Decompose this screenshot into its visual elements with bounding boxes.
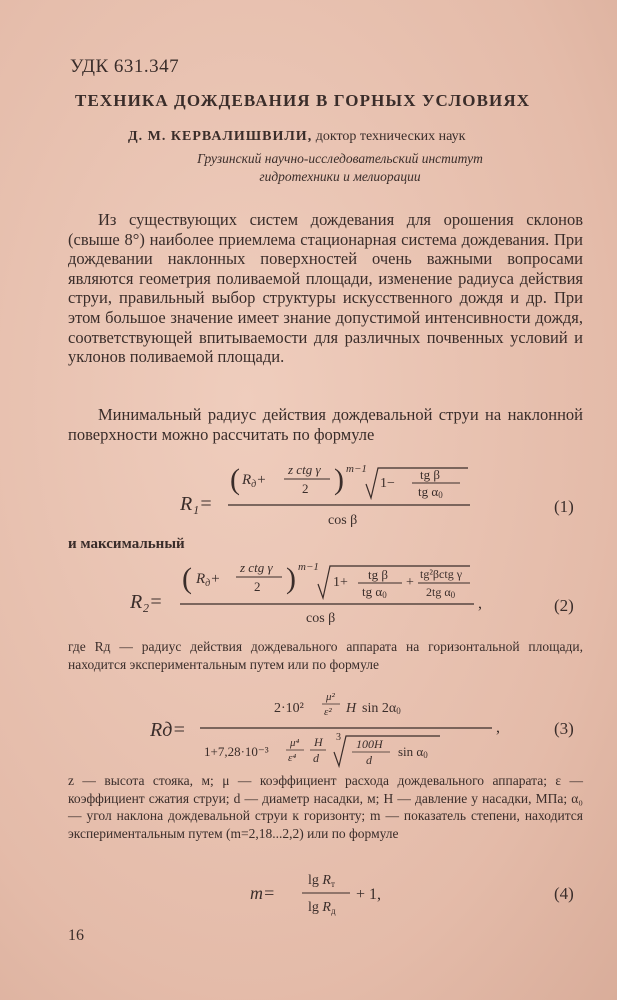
paragraph-5-text: z — высота стояка, м; μ — коэффициент расхода дождевального аппарата; ε — коэффициент сжатия струи; d — диаметр насадки, м; H — давление у насадки, МПа; α₀ — угол наклона дождевальной струи к горизонту; m — показатель степени, находится экспериментальным путем (m=2,18...2,2) или по формуле: [68, 773, 583, 841]
eq2-exp: m−1: [298, 561, 319, 573]
article-title: ТЕХНИКА ДОЖДЕВАНИЯ В ГОРНЫХ УСЛОВИЯХ: [75, 91, 531, 110]
equation-1: [180, 462, 480, 534]
institute: [130, 150, 550, 186]
eq1-number: (1): [554, 497, 574, 516]
eq3-d2: d: [366, 753, 372, 767]
eq2-tgb: tg β: [368, 567, 388, 582]
eq4-lhs: m=: [250, 883, 276, 903]
eq1-paren-close: ): [334, 463, 344, 496]
eq3-num-a: 2·10²: [274, 701, 304, 716]
udk-code: УДК 631.347: [70, 56, 180, 77]
eq1-num: z ctg γ: [288, 462, 321, 477]
eq1-tgb: tg β: [420, 467, 440, 482]
eq2-tga: tg α0: [362, 584, 387, 600]
eq3-eps4: ε⁴: [288, 752, 297, 764]
eq4-number: (4): [554, 884, 574, 903]
eq3-h: H: [346, 701, 357, 716]
eq3-mu4: μ⁴: [290, 737, 300, 749]
eq1-paren-open: (: [230, 463, 240, 496]
paragraph-1-text: Из существующих систем дождевания для орошения склонов (свыше 8°) наиболее приемлема стационарная система дождевания. При дождевании наклонных поверхностей очень важными вопросами являются геометрия поливаемой площади, изменение радиуса действия струи, правильный выбор структуры искусственного дождя и др. При этом большое значение имеет знание допустимой интенсивности дождя, соответствующей впитываемости для различных почвенных условий и уклонов поливаемой площади.: [68, 210, 583, 367]
paragraph-4: [68, 638, 583, 673]
author-degree: доктор технических наук: [315, 129, 466, 144]
eq3-mu2: μ²: [326, 691, 335, 703]
eq1-two: 2: [302, 481, 309, 496]
eq1-tga: tg α0: [418, 484, 443, 500]
equation-2: [130, 558, 530, 628]
eq3-100h: 100H: [356, 737, 383, 751]
eq2-rd: $R_д+$: [196, 571, 221, 589]
eq1-lhs: R₁=: [180, 493, 213, 515]
eq2-paren-close: ): [286, 562, 296, 595]
paragraph-2-text: Минимальный радиус действия дождевальной струи на наклонной поверхности можно рассчитать по формуле: [68, 405, 583, 444]
eq2-num: z ctg γ: [240, 560, 273, 575]
paragraph-4-text: где Rд — радиус действия дождевального аппарата на горизонтальной площади, находится экспериментальным путем или по формуле: [68, 639, 583, 672]
eq3-lhs: Rд=: [150, 719, 186, 741]
eq1-den: cos β: [328, 513, 358, 528]
equation-3: [150, 684, 520, 774]
author-line: [128, 129, 465, 145]
eq4-num: $\lg R_т$: [308, 873, 335, 889]
eq3-root-index: 3: [336, 732, 341, 743]
eq3-sin2: sin α0: [398, 744, 428, 760]
author-name: Д. М. КЕРВАЛИШВИЛИ,: [128, 129, 313, 144]
eq2-one-plus: 1+: [333, 575, 348, 590]
eq3-comma: ,: [496, 719, 500, 736]
eq4-plus-one: + 1,: [356, 886, 382, 903]
eq1-one-minus: 1−: [380, 476, 395, 491]
paragraph-2: [68, 405, 583, 444]
eq3-den-a: 1+7,28·10⁻³: [204, 744, 269, 759]
eq2-den: cos β: [306, 611, 336, 626]
paragraph-3: и максимальный: [68, 536, 185, 552]
eq2-lhs: R₂=: [130, 591, 163, 613]
eq3-d: d: [313, 751, 319, 765]
paragraph-5: [68, 772, 583, 842]
paragraph-1: [68, 210, 583, 367]
eq2-plus: +: [406, 575, 414, 590]
eq2-num2: tg²βctg γ: [420, 567, 462, 581]
eq2-paren-open: (: [182, 562, 192, 595]
eq3-sin: sin 2α0: [362, 701, 401, 716]
eq2-comma: ,: [478, 595, 482, 612]
eq4-den: $\lg R_д$: [308, 900, 336, 916]
institute-line-1: Грузинский научно-исследовательский институт: [197, 151, 483, 166]
eq3-h2: H: [314, 735, 323, 749]
eq2-number: (2): [554, 596, 574, 615]
institute-line-2: гидротехники и мелиорации: [259, 169, 421, 184]
eq2-den2: 2tg α0: [426, 585, 456, 600]
eq1-exp: m−1: [346, 463, 367, 475]
eq2-two: 2: [254, 579, 261, 594]
page-number: 16: [68, 927, 84, 944]
eq3-number: (3): [554, 719, 574, 738]
equation-4: [250, 866, 410, 922]
eq1-rd: $R_д+$: [242, 472, 267, 490]
eq3-eps2: ε²: [324, 706, 332, 718]
